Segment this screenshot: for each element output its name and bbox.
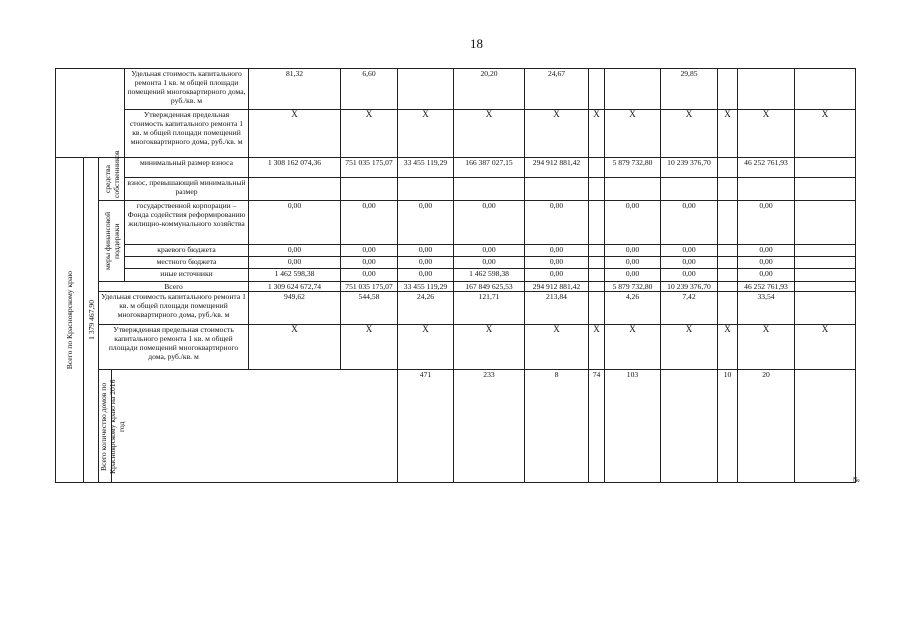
houses-blank [112, 370, 398, 483]
funding-value: 0,00 [661, 256, 718, 268]
funding-value: 0,00 [398, 201, 454, 245]
funding-value: 0,00 [398, 268, 454, 281]
table-body [56, 69, 856, 483]
funding-value [589, 201, 605, 245]
houses-label [99, 370, 126, 483]
row-label: Утвержденная предельная стоимость капитального ремонта 1 кв. м общей площади помещений многоквартирного дома, руб./кв. м [99, 325, 249, 370]
funding-value: 1 462 598,38 [249, 268, 341, 281]
limit-value: X [718, 110, 738, 158]
funding-value [589, 178, 605, 201]
table-row [56, 292, 856, 325]
vertical-label: Всего количество домов по Красноярскому краю на 2016 год [99, 378, 126, 474]
funding-value [525, 178, 589, 201]
row-label: местного бюджета [125, 256, 249, 268]
total-value: 33 455 119,29 [398, 282, 454, 292]
top-left-blank [56, 69, 125, 158]
row-label: взнос, превышающий минимальный размер [125, 178, 249, 201]
cost-value [398, 69, 454, 110]
cost-value: 121,71 [454, 292, 525, 325]
table-row [56, 110, 856, 158]
funding-value: 1 462 598,38 [454, 268, 525, 281]
funding-value: 0,00 [738, 244, 795, 256]
funding-value: 0,00 [341, 201, 398, 245]
table-row [56, 370, 856, 483]
cost-value [718, 292, 738, 325]
funding-value: 0,00 [738, 256, 795, 268]
cost-value: 81,32 [249, 69, 341, 110]
row-label: Удельная стоимость капитального ремонта 1 кв. м общей площади помещений многоквартирного дома, руб./кв. м [125, 69, 249, 110]
cost-value: 7,42 [661, 292, 718, 325]
funding-value [589, 256, 605, 268]
funding-value: 0,00 [249, 244, 341, 256]
limit-value: X [589, 325, 605, 370]
total-value: 46 252 761,93 [738, 282, 795, 292]
funding-value [795, 268, 856, 281]
table-row [56, 325, 856, 370]
funding-value: 0,00 [249, 256, 341, 268]
funding-value [718, 268, 738, 281]
funding-value: 46 252 761,93 [738, 158, 795, 178]
houses-value [661, 370, 718, 483]
total-value: 167 849 625,53 [454, 282, 525, 292]
funding-value: 0,00 [605, 201, 661, 245]
funding-value: 0,00 [525, 244, 589, 256]
funding-value [718, 158, 738, 178]
funding-value [795, 158, 856, 178]
funding-value [718, 256, 738, 268]
table-row [56, 256, 856, 268]
cost-value [718, 69, 738, 110]
funding-value: 5 879 732,80 [605, 158, 661, 178]
total-value [795, 282, 856, 292]
funding-value [341, 178, 398, 201]
funding-value: 0,00 [605, 256, 661, 268]
funding-value [718, 244, 738, 256]
cost-value: 24,67 [525, 69, 589, 110]
limit-value: X [661, 325, 718, 370]
funding-value [738, 178, 795, 201]
houses-value: 10 [718, 370, 738, 483]
funding-value: 0,00 [341, 268, 398, 281]
limit-value: X [525, 110, 589, 158]
houses-value: 471 [398, 370, 454, 483]
capital-repair-table [55, 68, 856, 483]
vertical-label: средства собственников [102, 150, 121, 198]
table-row [56, 178, 856, 201]
table-row [56, 244, 856, 256]
owners-group-label [99, 150, 125, 201]
funding-value [454, 178, 525, 201]
total-value: 10 239 376,70 [661, 282, 718, 292]
limit-value: X [738, 110, 795, 158]
area-value [84, 158, 99, 483]
funding-value [589, 158, 605, 178]
funding-value [249, 178, 341, 201]
houses-value: 20 [738, 370, 795, 483]
limit-value: X [398, 110, 454, 158]
funding-value [795, 244, 856, 256]
row-label: минимальный размер взноса [125, 158, 249, 178]
funding-value: 0,00 [341, 244, 398, 256]
limit-value: X [718, 325, 738, 370]
limit-value: X [738, 325, 795, 370]
funding-value: 0,00 [661, 244, 718, 256]
funding-value [795, 256, 856, 268]
cost-value [605, 69, 661, 110]
region-label [56, 158, 84, 483]
cost-value [738, 69, 795, 110]
limit-value: X [605, 325, 661, 370]
funding-value: 0,00 [605, 244, 661, 256]
funding-value: 0,00 [398, 244, 454, 256]
cost-value [589, 292, 605, 325]
total-value: 294 912 881,42 [525, 282, 589, 292]
houses-value: 103 [605, 370, 661, 483]
page-number: 18 [470, 36, 483, 51]
funding-value [605, 178, 661, 201]
limit-value: X [605, 110, 661, 158]
row-label: Утвержденная предельная стоимость капитального ремонта 1 кв. м общей площади помещений многоквартирного дома, руб./кв. м [125, 110, 249, 158]
total-value [589, 282, 605, 292]
funding-value: 33 455 119,29 [398, 158, 454, 178]
limit-value: X [341, 325, 398, 370]
total-value: 1 309 624 672,74 [249, 282, 341, 292]
funding-value: 0,00 [738, 268, 795, 281]
funding-value [795, 201, 856, 245]
cost-value: 544,58 [341, 292, 398, 325]
houses-value [795, 370, 856, 483]
funding-value: 0,00 [525, 268, 589, 281]
limit-value: X [454, 325, 525, 370]
limit-value: X [795, 325, 856, 370]
funding-value: 294 912 881,42 [525, 158, 589, 178]
cost-value: 4,26 [605, 292, 661, 325]
limit-value: X [525, 325, 589, 370]
funding-value: 0,00 [605, 268, 661, 281]
row-label: государственной корпорации – Фонда содействия реформированию жилищно-коммунального хозяйства [125, 201, 249, 245]
limit-value: X [795, 110, 856, 158]
cost-value: 24,26 [398, 292, 454, 325]
funding-value: 0,00 [454, 244, 525, 256]
limit-value: X [341, 110, 398, 158]
limit-value: X [589, 110, 605, 158]
cost-value: 213,84 [525, 292, 589, 325]
cost-value [795, 292, 856, 325]
funding-value [718, 201, 738, 245]
houses-value: 74 [589, 370, 605, 483]
cost-value [795, 69, 856, 110]
cost-value: 20,20 [454, 69, 525, 110]
row-label: Удельная стоимость капитального ремонта 1 кв. м общей площади помещений многоквартирного дома, руб./кв. м [99, 292, 249, 325]
limit-value: X [454, 110, 525, 158]
funding-value: 0,00 [661, 268, 718, 281]
houses-value: 8 [525, 370, 589, 483]
funding-value [589, 268, 605, 281]
houses-value: 233 [454, 370, 525, 483]
funding-value: 0,00 [454, 256, 525, 268]
funding-value [718, 178, 738, 201]
funding-value: 0,00 [398, 256, 454, 268]
funding-value: 0,00 [341, 256, 398, 268]
limit-value: X [661, 110, 718, 158]
funding-value [398, 178, 454, 201]
funding-value: 0,00 [525, 201, 589, 245]
vertical-label: меры финансовой поддержки [102, 211, 121, 271]
funding-value [589, 244, 605, 256]
total-value: 751 035 175,07 [341, 282, 398, 292]
limit-value: X [249, 110, 341, 158]
table-row [56, 69, 856, 110]
vertical-label: 1 379 467,90 [86, 300, 96, 340]
total-value [718, 282, 738, 292]
limit-value: X [398, 325, 454, 370]
funding-value: 751 035 175,07 [341, 158, 398, 178]
cost-value [589, 69, 605, 110]
funding-value [661, 178, 718, 201]
table-row [56, 201, 856, 245]
corner-mark: № [853, 476, 860, 484]
row-label: иные источники [125, 268, 249, 281]
funding-value: 166 387 027,15 [454, 158, 525, 178]
cost-value: 33,54 [738, 292, 795, 325]
table-row [56, 282, 856, 292]
funding-value: 0,00 [661, 201, 718, 245]
row-label: краевого бюджета [125, 244, 249, 256]
funding-value [795, 178, 856, 201]
funding-value: 0,00 [525, 256, 589, 268]
cost-value: 6,60 [341, 69, 398, 110]
support-group-label [99, 201, 125, 282]
table-row [56, 158, 856, 178]
funding-value: 0,00 [249, 201, 341, 245]
funding-value: 10 239 376,70 [661, 158, 718, 178]
cost-value: 29,85 [661, 69, 718, 110]
funding-value: 0,00 [454, 201, 525, 245]
cost-value: 949,62 [249, 292, 341, 325]
total-label: Всего [99, 282, 249, 292]
funding-value: 0,00 [738, 201, 795, 245]
table-row [56, 268, 856, 281]
total-value: 5 879 732,80 [605, 282, 661, 292]
funding-value: 1 308 162 074,36 [249, 158, 341, 178]
vertical-label: Всего по Красноярскому краю [65, 270, 74, 370]
limit-value: X [249, 325, 341, 370]
